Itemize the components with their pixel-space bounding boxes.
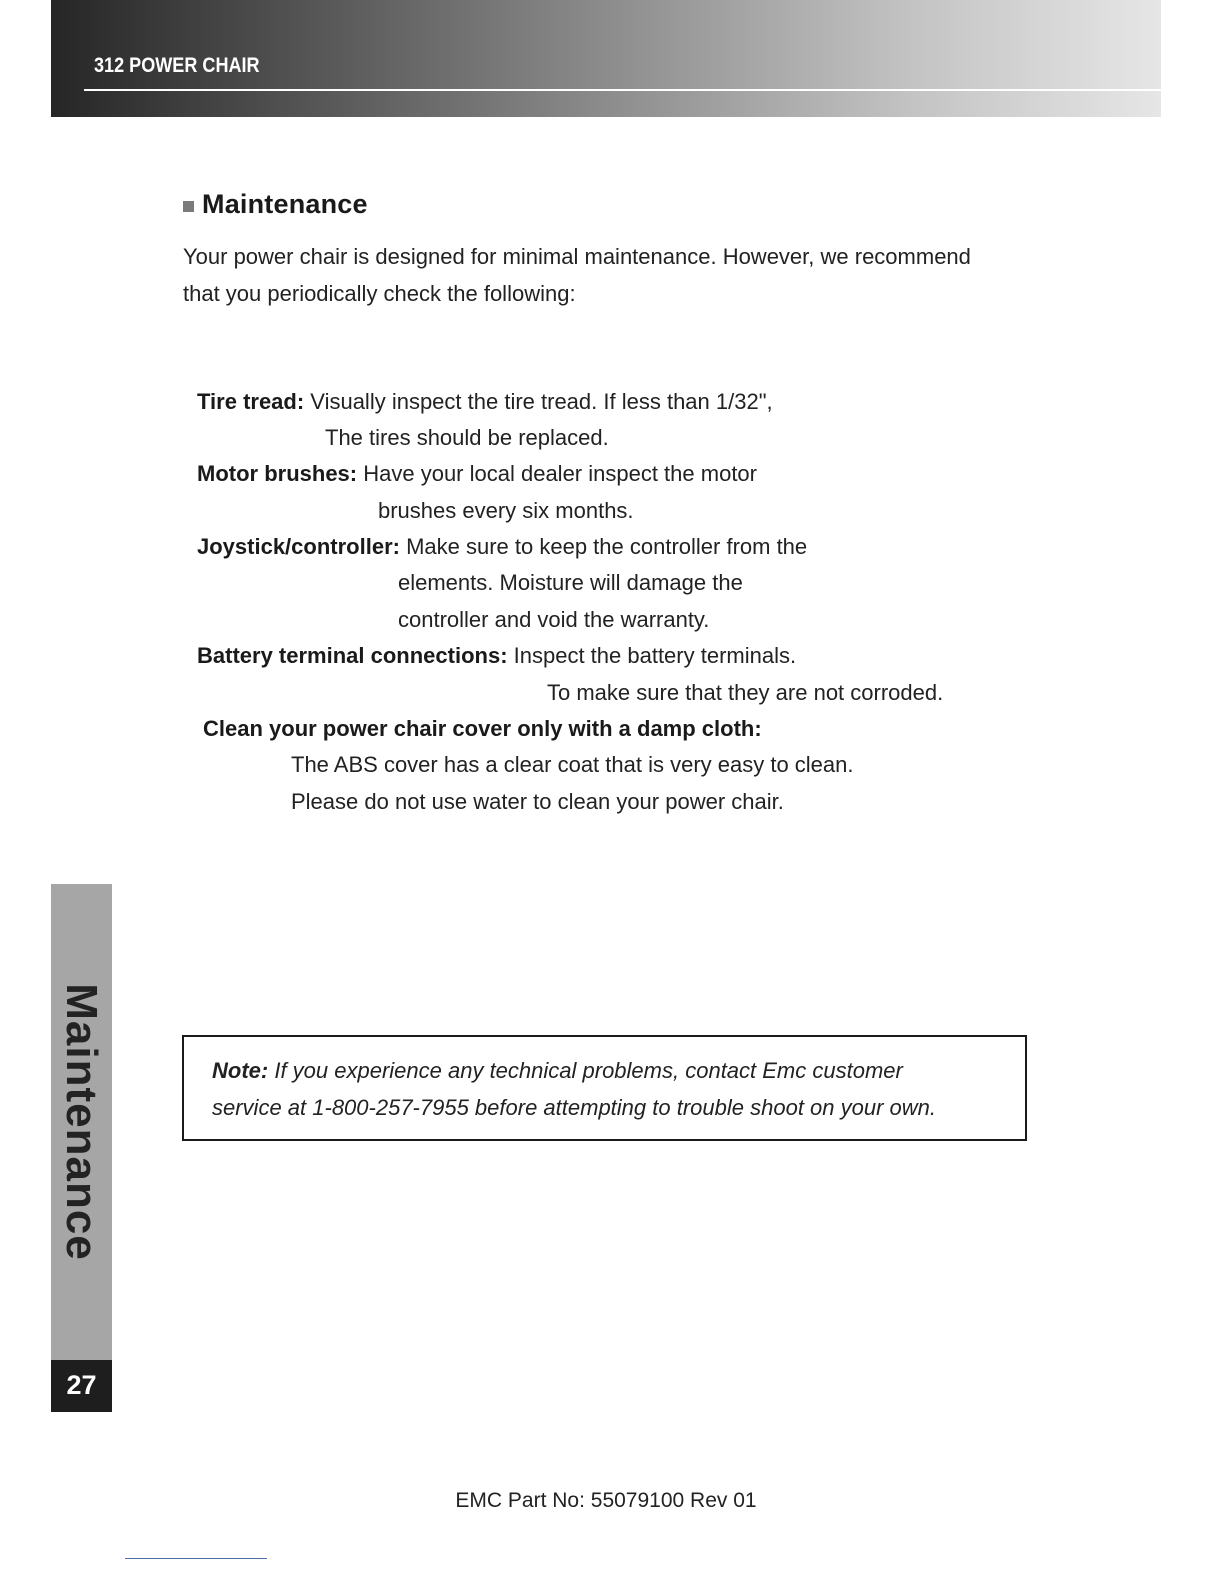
joystick-text-1: Make sure to keep the controller from the [399, 534, 808, 559]
battery-text-1: Inspect the battery terminals. [507, 643, 797, 668]
intro-line-2: that you periodically check the following: [183, 281, 576, 306]
footer-part-number: EMC Part No: 55079100 Rev 01 [455, 1489, 757, 1512]
footer-rule [125, 1558, 267, 1559]
clean-cover-text-1: The ABS cover has a clear coat that is very easy to clean. [291, 752, 854, 777]
note-line-1 [212, 1058, 903, 1084]
motor-brushes-text-2: brushes every six months. [378, 498, 634, 523]
page-number: 27 [66, 1370, 97, 1400]
intro-paragraph [183, 238, 1063, 312]
clean-cover-item [203, 716, 762, 742]
intro-line-1: Your power chair is designed for minimal maintenance. However, we recommend [183, 244, 971, 269]
tire-tread-text-1: Visually inspect the tire tread. If less than 1/32", [304, 389, 773, 414]
motor-brushes-label: Motor brushes: [197, 461, 358, 486]
joystick-item [197, 534, 807, 560]
joystick-text-2: elements. Moisture will damage the [398, 570, 743, 595]
battery-text-2: To make sure that they are not corroded. [547, 680, 944, 705]
header-rule [84, 89, 1161, 91]
battery-label: Battery terminal connections: [197, 643, 508, 668]
motor-brushes-text-1: Have your local dealer inspect the motor [357, 461, 757, 486]
square-bullet-icon [183, 201, 194, 212]
tire-tread-item [197, 389, 773, 415]
document-title: 312 POWER CHAIR [94, 54, 260, 77]
section-heading [183, 189, 368, 220]
tire-tread-text-2: The tires should be replaced. [325, 425, 609, 450]
section-title: Maintenance [202, 189, 368, 219]
motor-brushes-item [197, 461, 757, 487]
note-text-2: service at 1-800-257-7955 before attempting to trouble shoot on your own. [212, 1095, 937, 1120]
clean-cover-label: Clean your power chair cover only with a damp cloth: [203, 716, 762, 741]
note-box [182, 1035, 1027, 1141]
clean-cover-text-2: Please do not use water to clean your power chair. [291, 789, 784, 814]
battery-item [197, 643, 796, 669]
side-tab-label: Maintenance [57, 983, 106, 1261]
joystick-text-3: controller and void the warranty. [398, 607, 710, 632]
tire-tread-label: Tire tread: [197, 389, 305, 414]
note-label: Note: [212, 1058, 269, 1083]
page-number-box [51, 1360, 112, 1412]
note-text-1: If you experience any technical problems, contact Emc customer [268, 1058, 903, 1083]
joystick-label: Joystick/controller: [197, 534, 400, 559]
